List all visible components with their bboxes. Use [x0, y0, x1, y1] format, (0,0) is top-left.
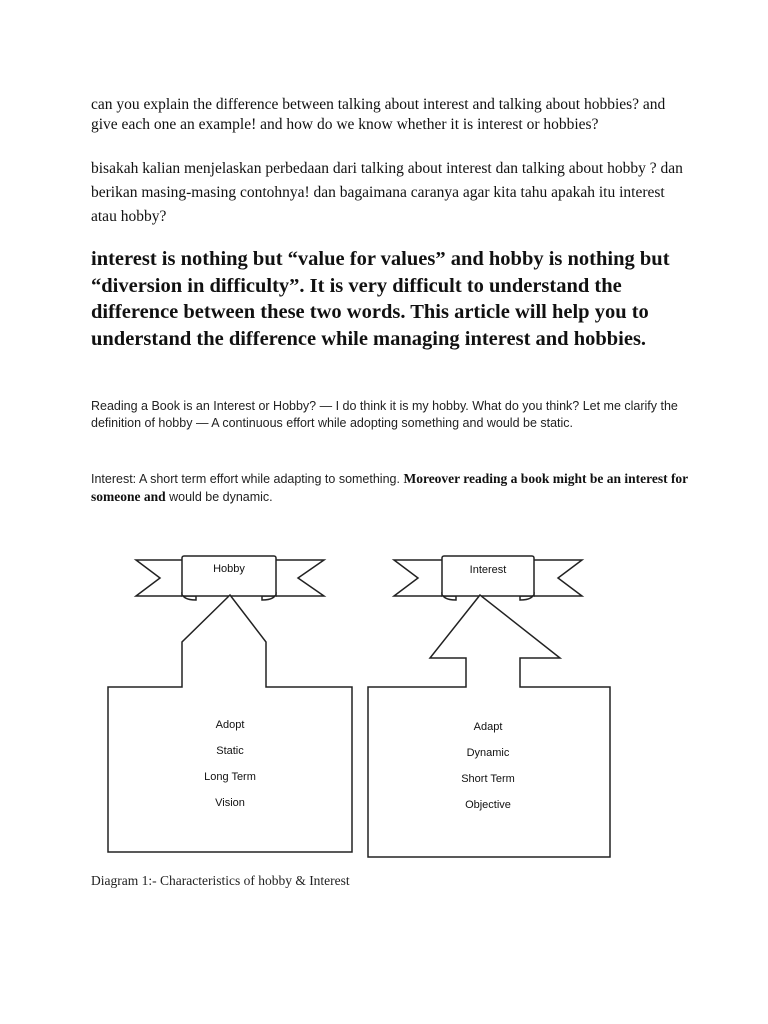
interest-definition-end: would be dynamic.: [165, 490, 273, 504]
interest-definition-bold: Moreover reading a book might be an interest for someone and: [91, 471, 688, 504]
interest-definition-start: Interest: A short term effort while adapting to something.: [91, 472, 404, 486]
hobby-item: Adopt: [215, 719, 245, 731]
interest-title: Interest: [469, 564, 507, 576]
interest-definition-paragraph: [91, 470, 691, 506]
diagram-caption: Diagram 1:- Characteristics of hobby & Interest: [91, 873, 350, 888]
interest-item: Short Term: [461, 773, 515, 785]
question-indonesian: bisakah kalian menjelaskan perbedaan dari talking about interest dan talking about hobby ? dan berikan masing-masing contohnya! dan bagaimana caranya agar kita tahu apakah itu interest atau hobby?: [91, 160, 683, 225]
hobby-item: Long Term: [204, 771, 256, 783]
hobby-interest-diagram: [100, 548, 620, 863]
interest-item: Adapt: [473, 721, 503, 733]
hobby-item: Vision: [215, 797, 245, 809]
hobby-item: Static: [216, 745, 244, 757]
interest-item: Objective: [465, 799, 511, 811]
hobby-definition-paragraph: Reading a Book is an Interest or Hobby? — I do think it is my hobby. What do you think? Let me clarify the definition of hobby — A continuous effort while adopting something and would be static.: [91, 399, 678, 430]
question-english: can you explain the difference between talking about interest and talking about hobbies? and give each one an example! and how do we know whether it is interest or hobbies?: [91, 96, 666, 133]
interest-ribbon: [394, 556, 582, 600]
hobby-title: Hobby: [213, 563, 245, 575]
interest-item: Dynamic: [466, 747, 510, 759]
lead-paragraph: interest is nothing but “value for values” and hobby is nothing but “diversion in difficulty”. It is very difficult to understand the difference between these two words. This article will help you to understand the difference while managing interest and hobbies.: [91, 248, 670, 350]
